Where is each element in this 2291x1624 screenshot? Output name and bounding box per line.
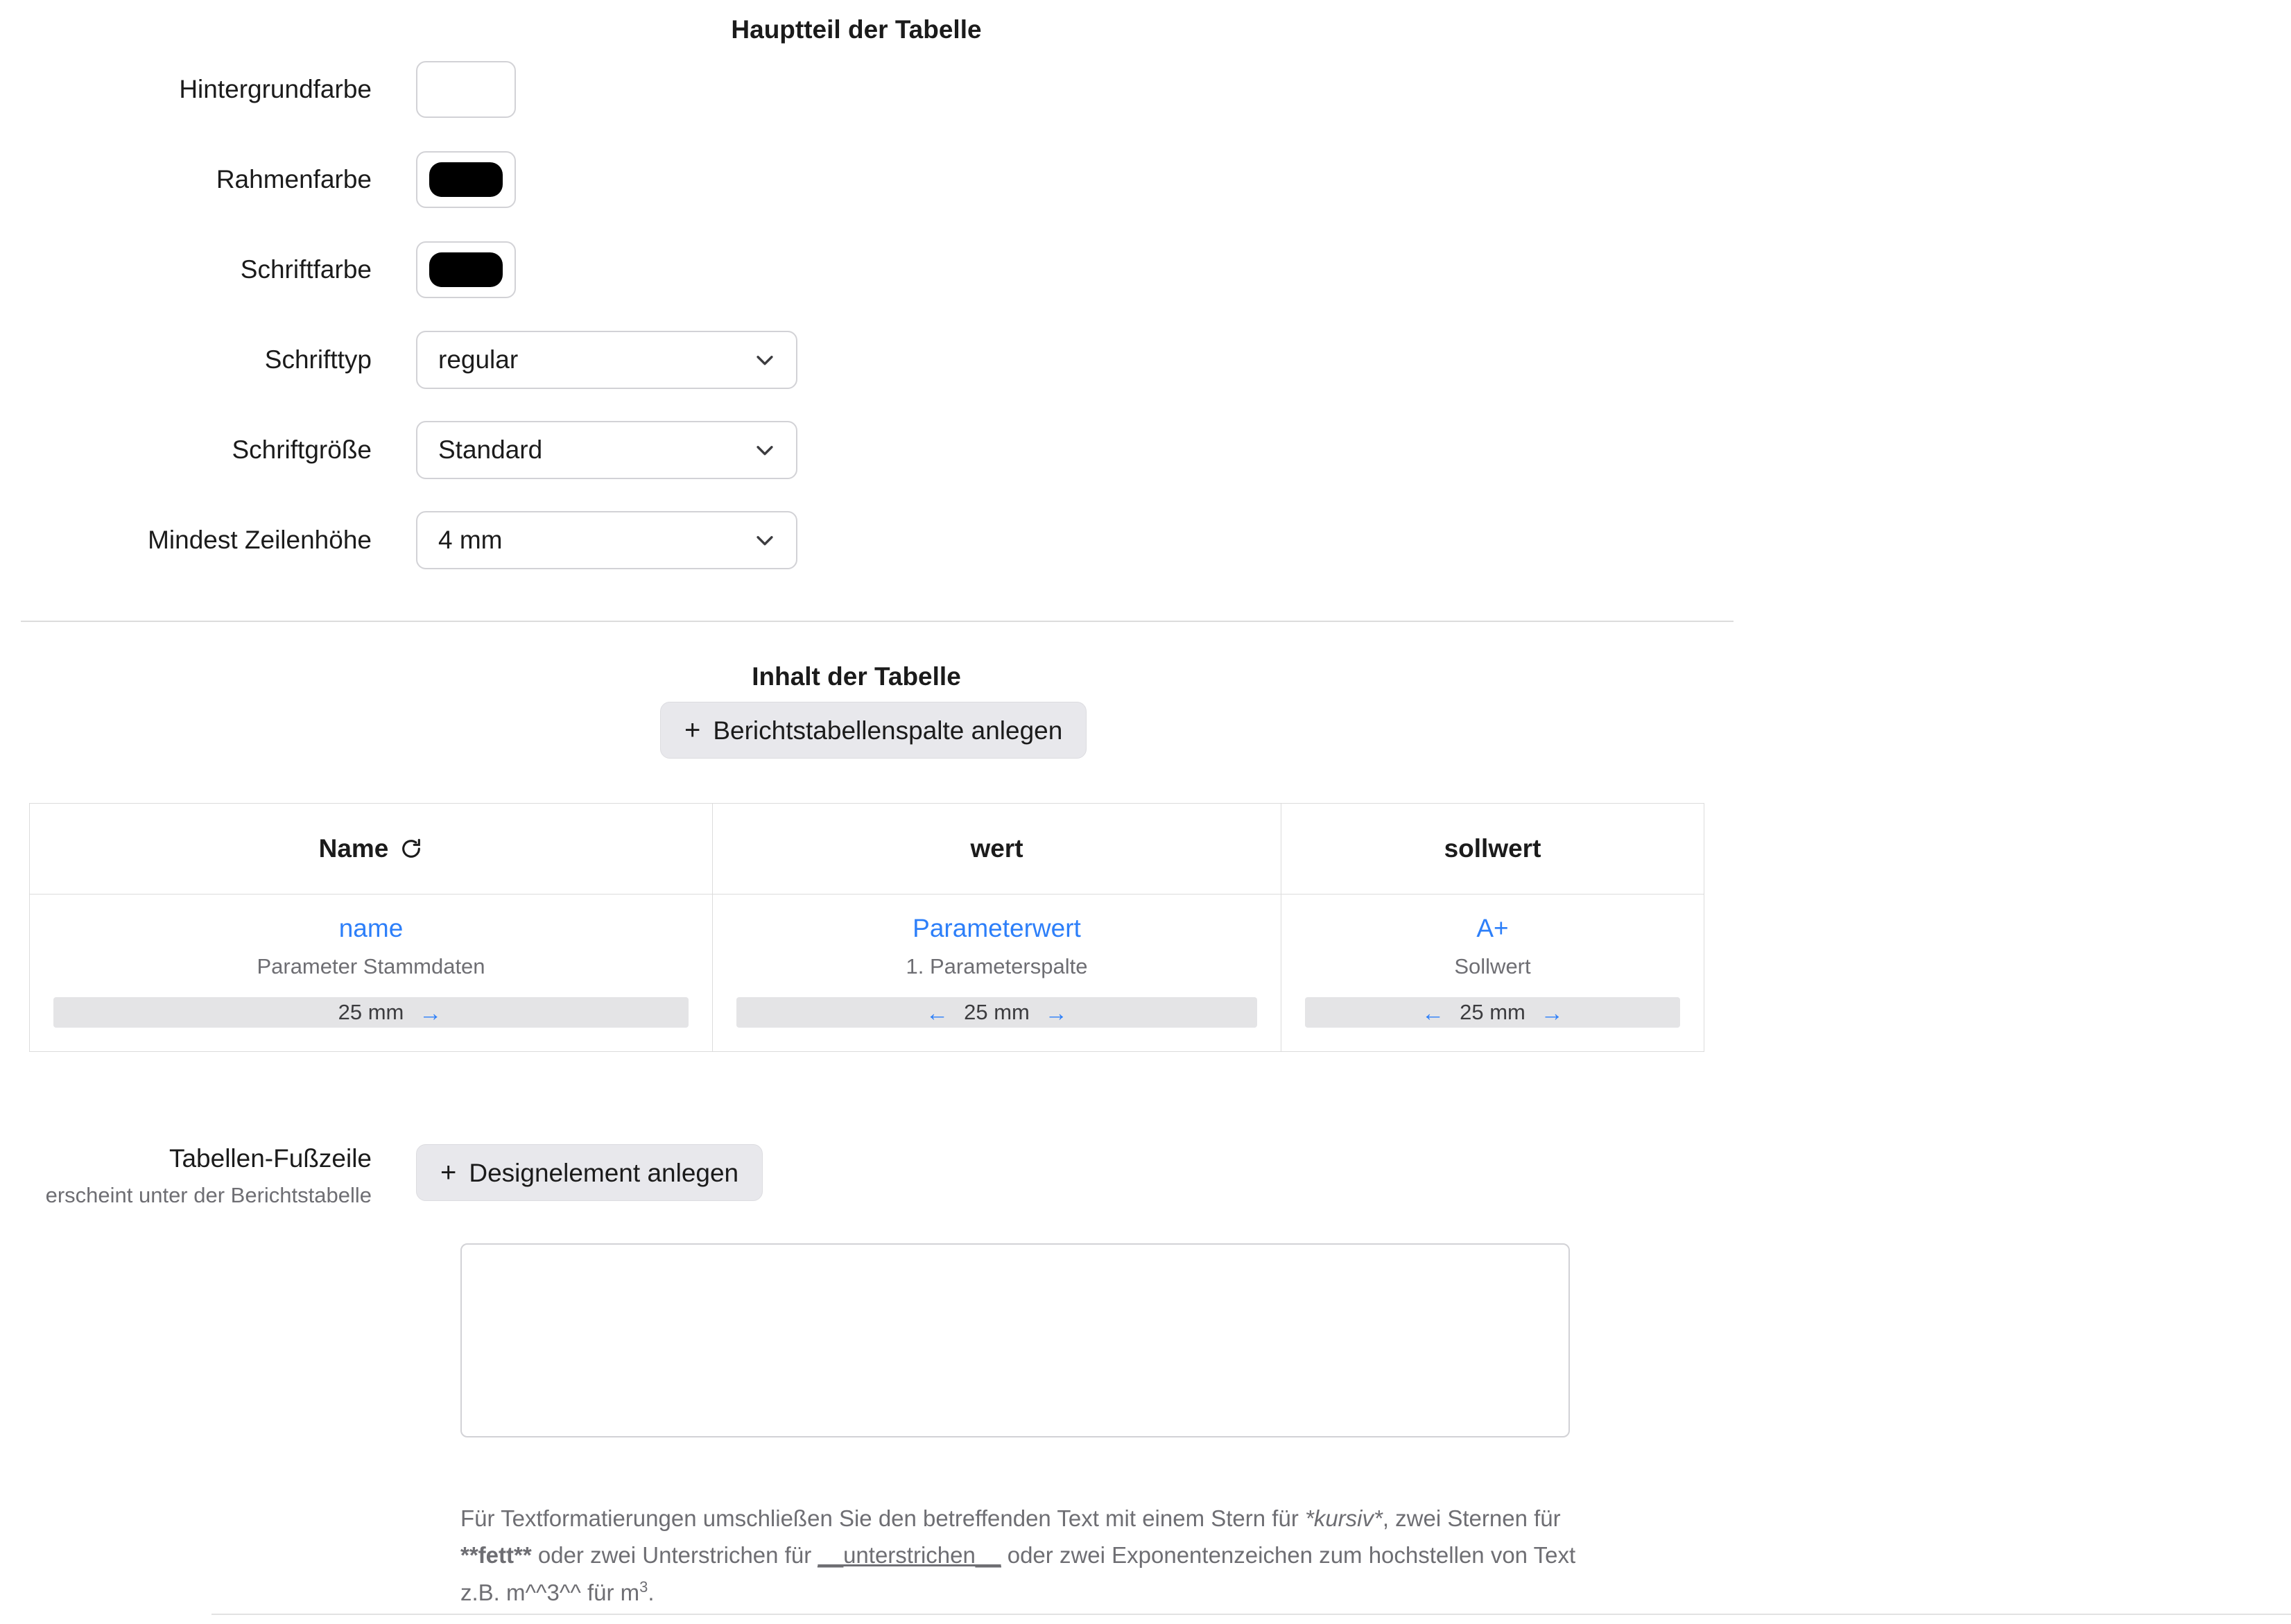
font-color-swatch-button[interactable] (416, 241, 516, 298)
row-font-size (0, 421, 1713, 479)
arrow-left-icon[interactable]: ← (1421, 999, 1445, 1026)
row-min-row-height (0, 511, 1713, 569)
column-width-value: 25 mm (964, 1000, 1030, 1024)
table-header-cell-wert[interactable] (713, 804, 1281, 895)
section-divider (21, 621, 1734, 622)
min-row-height-value: 4 mm (438, 526, 503, 554)
column-width-control[interactable] (736, 997, 1257, 1028)
add-report-table-column-button[interactable] (660, 702, 1087, 759)
font-type-value: regular (438, 345, 519, 374)
bottom-divider (211, 1614, 2291, 1615)
column-header-label: sollwert (1444, 834, 1541, 863)
help-underline-example: __unterstrichen__ (818, 1542, 1001, 1569)
help-italic-example: *kursiv* (1304, 1505, 1383, 1531)
help-part-5: . (648, 1579, 655, 1605)
help-part-4: oder zwei Exponentenzeichen zum hochstellen von Text z.B. m^^3^^ für m (460, 1542, 1576, 1605)
label-font-color: Schriftfarbe (240, 254, 372, 284)
table-footer-row (0, 1144, 763, 1208)
label-background-color: Hintergrundfarbe (179, 74, 372, 103)
plus-icon: + (440, 1157, 457, 1188)
font-size-select[interactable] (416, 421, 797, 479)
column-title-link[interactable]: Parameterwert (913, 914, 1081, 942)
font-type-select[interactable] (416, 331, 797, 389)
help-bold-example: **fett** (460, 1542, 532, 1569)
column-header-label: Name (318, 834, 389, 863)
chevron-down-icon (753, 348, 777, 372)
report-table-columns-wrapper (0, 803, 1704, 1052)
column-subtitle: Sollwert (1454, 954, 1531, 978)
plus-icon: + (684, 715, 701, 745)
column-width-control[interactable] (1305, 997, 1680, 1028)
table-footer-label: Tabellen-Fußzeile (168, 1144, 372, 1173)
column-width-value: 25 mm (338, 1000, 404, 1024)
page-title-main: Hauptteil der Tabelle (731, 15, 982, 44)
border-color-swatch-button[interactable] (416, 151, 516, 208)
row-border-color (0, 151, 1713, 208)
column-subtitle: Parameter Stammdaten (257, 954, 485, 978)
column-subtitle: 1. Parameterspalte (906, 954, 1088, 978)
table-footer-textarea-wrapper (460, 1243, 1570, 1444)
arrow-right-icon[interactable]: → (419, 999, 442, 1026)
chevron-down-icon (753, 528, 777, 552)
help-part-3: oder zwei Unterstrichen für (531, 1542, 818, 1569)
table-footer-textarea[interactable] (460, 1243, 1570, 1437)
label-font-size: Schriftgröße (232, 435, 372, 464)
add-design-element-button[interactable] (416, 1144, 763, 1201)
column-width-control[interactable] (53, 997, 689, 1028)
arrow-left-icon[interactable]: ← (926, 999, 949, 1026)
table-header-row (30, 804, 1704, 895)
label-font-type: Schrifttyp (264, 345, 372, 374)
column-title-link[interactable]: name (338, 914, 404, 942)
add-report-table-column-label: Berichtstabellenspalte anlegen (713, 716, 1063, 745)
formatting-help-text (460, 1500, 1577, 1611)
arrow-right-icon[interactable]: → (1044, 999, 1068, 1026)
table-header-cell-name[interactable] (30, 804, 713, 895)
row-background-color (0, 61, 1713, 118)
label-border-color: Rahmenfarbe (216, 164, 372, 193)
column-header-label: wert (970, 834, 1023, 863)
table-header-cell-sollwert[interactable] (1281, 804, 1704, 895)
help-part-1: Für Textformatierungen umschließen Sie den betreffenden Text mit einem Stern für (460, 1505, 1305, 1531)
column-title-link[interactable]: A+ (1476, 914, 1509, 942)
help-part-2: , zwei Sternen für (1382, 1505, 1561, 1531)
table-cell-sollwert (1281, 895, 1704, 1052)
table-footer-sublabel: erscheint unter der Berichtstabelle (45, 1183, 372, 1207)
font-size-value: Standard (438, 435, 543, 464)
label-min-row-height: Mindest Zeilenhöhe (148, 525, 372, 554)
background-color-swatch-button[interactable] (416, 61, 516, 118)
row-font-type (0, 331, 1713, 389)
add-design-element-label: Designelement anlegen (469, 1158, 739, 1187)
color-swatch-icon (429, 72, 503, 107)
column-width-value: 25 mm (1460, 1000, 1525, 1024)
color-swatch-icon (429, 162, 503, 197)
table-footer-label-block (0, 1144, 416, 1208)
table-row (30, 895, 1704, 1052)
chevron-down-icon (753, 438, 777, 462)
table-cell-name (30, 895, 713, 1052)
help-superscript-example: 3 (639, 1578, 648, 1596)
table-cell-wert (713, 895, 1281, 1052)
row-font-color (0, 241, 1713, 298)
page-title-content: Inhalt der Tabelle (752, 662, 961, 691)
min-row-height-select[interactable] (416, 511, 797, 569)
refresh-icon[interactable] (399, 837, 423, 861)
arrow-right-icon[interactable]: → (1540, 999, 1564, 1026)
report-table-columns (29, 803, 1704, 1052)
color-swatch-icon (429, 252, 503, 287)
